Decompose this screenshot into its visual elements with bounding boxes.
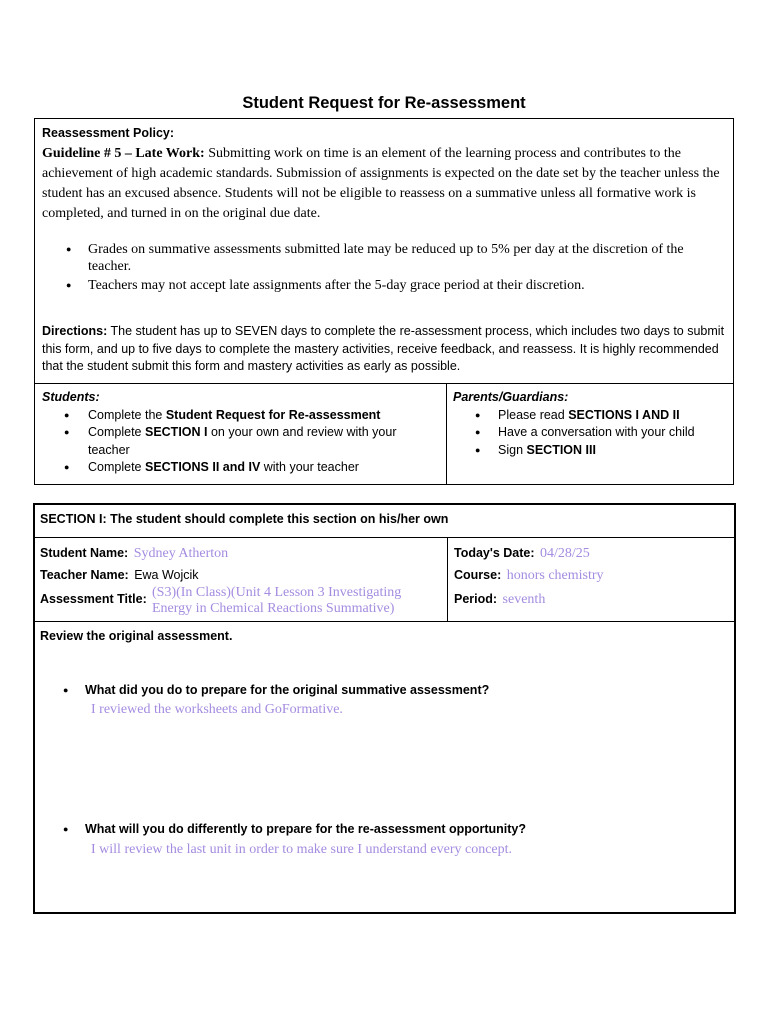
guideline-text: Submitting work on time is an element of the learning process and contributes to the achievement of high academic standards. Submission of assignments is expected on the date set by the teacher unless the student has an excused absence. Students will not be eligible to reassess on a summative unless all formative work is completed, and turned in on the original due date. xyxy=(42,146,720,221)
parents-column xyxy=(453,389,723,459)
students-heading: Students: xyxy=(42,390,100,404)
parents-list xyxy=(453,407,723,460)
bullet-icon: ● xyxy=(63,824,69,834)
answer-1[interactable]: I reviewed the worksheets and GoFormative. xyxy=(91,702,343,717)
period-field[interactable] xyxy=(454,592,545,608)
parents-heading: Parents/Guardians: xyxy=(453,390,569,404)
page-title: Student Request for Re-assessment xyxy=(242,94,526,112)
student-name-value: Sydney Atherton xyxy=(133,546,229,561)
students-column xyxy=(42,389,437,477)
review-heading: Review the original assessment. xyxy=(40,629,233,643)
students-list xyxy=(42,407,437,477)
guideline-paragraph xyxy=(42,144,724,224)
assessment-title-value: (S3)(In Class)(Unit 4 Lesson 3 Investigating Energy in Chemical Reactions Summative) xyxy=(152,585,402,616)
period-label: Period: xyxy=(454,592,498,606)
period-value: seventh xyxy=(502,592,546,607)
list-item: ● Complete the Student Request for Re-assessment xyxy=(42,407,437,425)
divider xyxy=(35,621,734,622)
teacher-name-label: Teacher Name: xyxy=(40,568,129,582)
list-item: ● Sign SECTION III xyxy=(453,442,723,460)
bullet-icon: ● xyxy=(63,685,69,695)
list-item: ● Have a conversation with your child xyxy=(453,424,723,442)
divider xyxy=(446,383,447,485)
guideline-label: Guideline # 5 – Late Work: xyxy=(42,146,205,161)
section1-heading: SECTION I: The student should complete this section on his/her own xyxy=(35,505,734,538)
policy-bullet: ● Teachers may not accept late assignments after the 5-day grace period at their discretion. xyxy=(66,277,726,294)
answer-2[interactable]: I will review the last unit in order to make sure I understand every concept. xyxy=(91,842,513,857)
date-field[interactable] xyxy=(454,546,590,562)
teacher-name-value: Ewa Wojcik xyxy=(134,568,199,582)
course-value: honors chemistry xyxy=(506,568,604,583)
policy-box xyxy=(34,118,734,485)
student-name-label: Student Name: xyxy=(40,546,129,560)
section1-box: SECTION I: The student should complete this section on his/her own Student Name: Sydney Atherton Teacher Name: Ewa Wojcik Assessment Title: (S3)(In Class)(Unit 4 Lesson 3 Investigating Energy in Chemical Reactions Summative) Today's Date: 04/28/25 Course: honors chemistry Period: seventh Review the original assessment. ● What did you do to prepare for the original summative assessment? I reviewed the worksheets and GoFormative. ● What will you do differently to prepare for the re-assessment opportunity? I will review the last unit in order to make sure I understand every concept. xyxy=(33,503,736,914)
list-item: ● Complete SECTION I on your own and review with your teacher xyxy=(42,424,437,459)
assessment-title-label: Assessment Title: xyxy=(40,592,147,606)
policy-section xyxy=(42,126,724,224)
date-value: 04/28/25 xyxy=(540,546,590,561)
policy-bullet: ● Grades on summative assessments submitted late may be reduced up to 5% per day at the discretion of the teacher. xyxy=(66,241,726,275)
assessment-title-field[interactable] xyxy=(40,592,147,606)
policy-bullets xyxy=(66,241,726,296)
list-item: ● Please read SECTIONS I AND II xyxy=(453,407,723,425)
course-field[interactable] xyxy=(454,568,604,584)
student-name-field[interactable] xyxy=(40,546,228,562)
list-item: ● Complete SECTIONS II and IV with your teacher xyxy=(42,459,437,477)
teacher-name-field[interactable] xyxy=(40,568,199,582)
directions-label: Directions: xyxy=(42,324,108,338)
course-label: Course: xyxy=(454,568,502,582)
divider xyxy=(35,383,733,384)
date-label: Today's Date: xyxy=(454,546,535,560)
directions-text: The student has up to SEVEN days to complete the re-assessment process, which includes two days to submit this form, and up to five days to complete the mastery activities, receive feedback, and reassess. It is highly recommended that the student submit this form and mastery activities as early as possible. xyxy=(42,324,725,373)
directions-paragraph xyxy=(42,323,726,376)
policy-heading: Reassessment Policy: xyxy=(42,126,175,140)
